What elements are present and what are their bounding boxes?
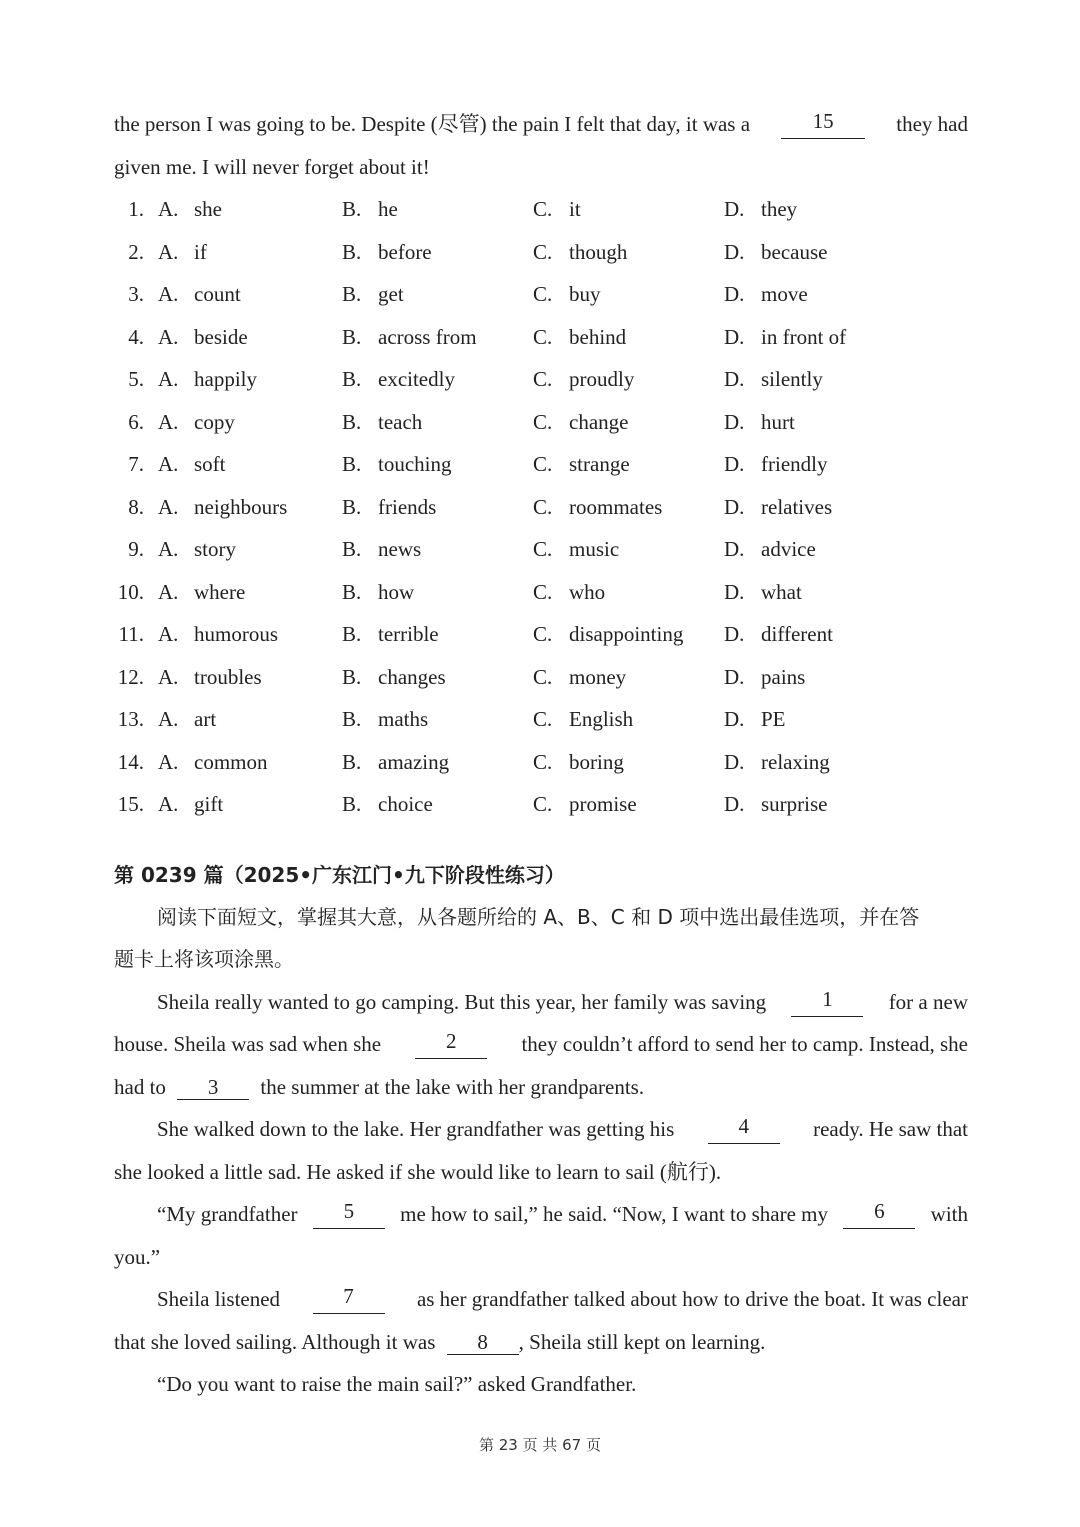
option-c: strange	[569, 452, 630, 476]
option-b: he	[378, 197, 398, 221]
option-letter: D.	[724, 282, 745, 306]
section-heading: 第 0239 篇（2025•广东江门•九下阶段性练习）	[114, 863, 565, 887]
question-number: 13.	[117, 707, 144, 731]
instruction-line: 阅读下面短文，掌握其大意，从各题所给的 A、B、C 和 D 项中选出最佳选项，并在答	[157, 905, 920, 929]
option-letter: D.	[724, 409, 745, 434]
option-b: touching	[378, 452, 452, 476]
option-d: pains	[761, 664, 806, 689]
option-c: it	[569, 197, 581, 221]
option-a: if	[194, 239, 207, 264]
blank-3: 3	[177, 1075, 249, 1100]
option-letter: C.	[533, 494, 553, 519]
option-c: proudly	[569, 367, 635, 391]
option-letter: A.	[158, 537, 179, 561]
option-a: happily	[194, 367, 257, 391]
option-letter: A.	[158, 664, 179, 689]
option-b: before	[378, 239, 432, 264]
question-row	[114, 577, 968, 607]
option-a: art	[194, 707, 217, 731]
option-d: they	[761, 197, 798, 221]
option-a: beside	[194, 324, 248, 349]
option-letter: C.	[533, 197, 553, 221]
option-d: hurt	[761, 409, 795, 434]
option-letter: D.	[724, 622, 745, 646]
option-a: soft	[194, 452, 226, 476]
option-c: though	[569, 239, 628, 264]
option-letter: B.	[342, 707, 362, 731]
question-row	[114, 449, 968, 479]
option-c: roommates	[569, 494, 663, 519]
option-letter: B.	[342, 282, 362, 306]
option-letter: C.	[533, 749, 553, 774]
option-letter: C.	[533, 622, 553, 646]
blank-8: 8	[447, 1330, 519, 1355]
option-letter: A.	[158, 707, 179, 731]
question-number: 7.	[128, 452, 144, 476]
question-row	[114, 789, 968, 819]
option-b: across from	[378, 324, 477, 349]
option-letter: A.	[158, 452, 179, 476]
passage-line	[114, 1029, 968, 1059]
text-segment: , Sheila still kept on learning.	[518, 1330, 766, 1354]
option-letter: C.	[533, 707, 553, 731]
question-number: 8.	[128, 494, 144, 519]
option-a: where	[194, 579, 246, 604]
text-segment: Sheila listened	[157, 1287, 281, 1311]
option-letter: B.	[342, 239, 362, 264]
option-letter: D.	[724, 792, 745, 816]
question-row	[114, 237, 968, 267]
option-d: PE	[761, 707, 786, 731]
option-a: copy	[194, 409, 235, 434]
blank-1: 1	[791, 987, 863, 1017]
option-letter: C.	[533, 452, 553, 476]
blank-6: 6	[843, 1199, 915, 1229]
option-a: she	[194, 197, 222, 221]
option-b: maths	[378, 707, 429, 731]
text-segment: ready. He saw that	[813, 1117, 968, 1141]
text-segment: had to	[114, 1075, 166, 1099]
question-number: 15.	[117, 792, 144, 816]
option-letter: B.	[342, 494, 362, 519]
passage-line: given me. I will never forget about it!	[114, 155, 430, 179]
option-d: friendly	[761, 452, 828, 476]
option-letter: C.	[533, 537, 553, 561]
option-c: disappointing	[569, 622, 684, 646]
passage-line	[114, 1327, 765, 1357]
option-letter: A.	[158, 197, 179, 221]
question-number: 4.	[128, 324, 144, 349]
option-letter: D.	[724, 367, 745, 391]
option-d: silently	[761, 367, 823, 391]
option-letter: B.	[342, 452, 362, 476]
question-row	[114, 279, 968, 309]
option-a: story	[194, 537, 236, 561]
text-segment: they couldn’t afford to send her to camp. Instead, she	[521, 1032, 968, 1056]
option-d: different	[761, 622, 833, 646]
question-row	[114, 704, 968, 734]
option-letter: C.	[533, 792, 553, 816]
option-letter: C.	[533, 409, 553, 434]
option-letter: C.	[533, 579, 553, 604]
option-letter: A.	[158, 367, 179, 391]
passage-line	[157, 1114, 968, 1144]
text-segment: the summer at the lake with her grandparents.	[260, 1075, 645, 1099]
option-letter: D.	[724, 707, 745, 731]
option-b: how	[378, 579, 415, 604]
option-a: gift	[194, 792, 224, 816]
question-row	[114, 407, 968, 437]
option-a: troubles	[194, 664, 262, 689]
option-b: amazing	[378, 749, 450, 774]
option-d: relaxing	[761, 749, 830, 774]
option-b: news	[378, 537, 422, 561]
option-letter: A.	[158, 792, 179, 816]
option-a: neighbours	[194, 494, 288, 519]
option-c: boring	[569, 749, 624, 774]
question-number: 14.	[117, 749, 144, 774]
question-row	[114, 747, 968, 777]
option-letter: C.	[533, 239, 553, 264]
option-c: behind	[569, 324, 627, 349]
option-letter: B.	[342, 367, 362, 391]
question-number: 12.	[117, 664, 144, 689]
option-letter: D.	[724, 579, 745, 604]
option-d: what	[761, 579, 802, 604]
instruction-line: 题卡上将该项涂黑。	[114, 947, 294, 971]
option-letter: D.	[724, 664, 745, 689]
option-letter: D.	[724, 749, 745, 774]
page-footer: 第 23 页 共 67 页	[478, 1436, 601, 1454]
option-letter: A.	[158, 622, 179, 646]
option-letter: A.	[158, 324, 179, 349]
option-c: promise	[569, 792, 637, 816]
text-segment: Sheila really wanted to go camping. But this year, her family was saving	[157, 990, 767, 1014]
option-letter: B.	[342, 749, 362, 774]
option-b: changes	[378, 664, 446, 689]
blank-4: 4	[708, 1114, 780, 1144]
blank-5: 5	[313, 1199, 385, 1229]
option-d: in front of	[761, 324, 847, 349]
option-letter: A.	[158, 282, 179, 306]
option-b: choice	[378, 792, 433, 816]
passage-line	[157, 1199, 968, 1229]
option-letter: C.	[533, 367, 553, 391]
option-letter: D.	[724, 197, 745, 221]
option-c: change	[569, 409, 629, 434]
text-segment: for a new	[888, 990, 968, 1014]
question-number: 9.	[128, 537, 144, 561]
option-b: excitedly	[378, 367, 455, 391]
option-letter: B.	[342, 622, 362, 646]
option-letter: C.	[533, 282, 553, 306]
option-letter: A.	[158, 239, 179, 264]
option-letter: D.	[724, 494, 745, 519]
text-segment: She walked down to the lake. Her grandfather was getting his	[157, 1117, 675, 1141]
passage-line	[157, 987, 968, 1017]
option-letter: B.	[342, 324, 362, 349]
question-number: 10.	[117, 579, 144, 604]
question-row	[114, 194, 968, 224]
option-letter: D.	[724, 537, 745, 561]
option-c: money	[569, 664, 627, 689]
question-number: 3.	[128, 282, 144, 306]
question-row	[114, 492, 968, 522]
question-number: 6.	[128, 409, 144, 434]
text-segment: the person I was going to be. Despite (尽管) the pain I felt that day, it was a	[114, 112, 751, 136]
blank-2: 2	[415, 1029, 487, 1059]
passage-line: “Do you want to raise the main sail?” asked Grandfather.	[157, 1372, 637, 1396]
question-row	[114, 322, 968, 352]
option-b: terrible	[378, 622, 439, 646]
option-b: friends	[378, 494, 437, 519]
question-number: 2.	[128, 239, 144, 264]
option-c: English	[569, 707, 634, 731]
question-row	[114, 364, 968, 394]
passage-line: you.”	[114, 1245, 161, 1269]
option-letter: B.	[342, 664, 362, 689]
option-c: who	[569, 579, 606, 604]
option-letter: B.	[342, 579, 362, 604]
question-row	[114, 662, 968, 692]
text-segment: me how to sail,” he said. “Now, I want to share my	[400, 1202, 829, 1226]
option-a: common	[194, 749, 268, 774]
text-segment: they had	[896, 112, 968, 136]
blank-15: 15	[781, 109, 865, 139]
option-letter: D.	[724, 239, 745, 264]
passage-line	[114, 1072, 644, 1102]
passage-line	[157, 1284, 968, 1314]
option-letter: B.	[342, 409, 362, 434]
text-segment: with	[930, 1202, 968, 1226]
option-letter: B.	[342, 537, 362, 561]
passage-line: she looked a little sad. He asked if she would like to learn to sail (航行).	[114, 1160, 722, 1184]
option-d: surprise	[761, 792, 828, 816]
question-number: 1.	[128, 197, 144, 221]
option-letter: A.	[158, 749, 179, 774]
option-d: advice	[761, 537, 816, 561]
option-letter: A.	[158, 409, 179, 434]
option-letter: A.	[158, 494, 179, 519]
option-d: because	[761, 239, 828, 264]
question-row	[114, 619, 968, 649]
passage-line	[114, 109, 968, 139]
question-row	[114, 534, 968, 564]
option-d: relatives	[761, 494, 833, 519]
option-a: humorous	[194, 622, 278, 646]
option-letter: A.	[158, 579, 179, 604]
option-letter: B.	[342, 792, 362, 816]
option-d: move	[761, 282, 808, 306]
option-b: teach	[378, 409, 423, 434]
option-a: count	[194, 282, 241, 306]
text-segment: “My grandfather	[157, 1202, 298, 1226]
option-c: buy	[569, 282, 601, 306]
question-number: 11.	[118, 622, 144, 646]
option-letter: C.	[533, 664, 553, 689]
blank-7: 7	[313, 1284, 385, 1314]
text-segment: as her grandfather talked about how to drive the boat. It was clear	[416, 1287, 968, 1311]
question-number: 5.	[128, 367, 144, 391]
option-letter: D.	[724, 324, 745, 349]
option-letter: C.	[533, 324, 553, 349]
text-segment: that she loved sailing. Although it was	[114, 1330, 436, 1354]
text-segment: house. Sheila was sad when she	[114, 1032, 382, 1056]
option-letter: D.	[724, 452, 745, 476]
option-letter: B.	[342, 197, 362, 221]
option-c: music	[569, 537, 620, 561]
option-b: get	[378, 282, 404, 306]
